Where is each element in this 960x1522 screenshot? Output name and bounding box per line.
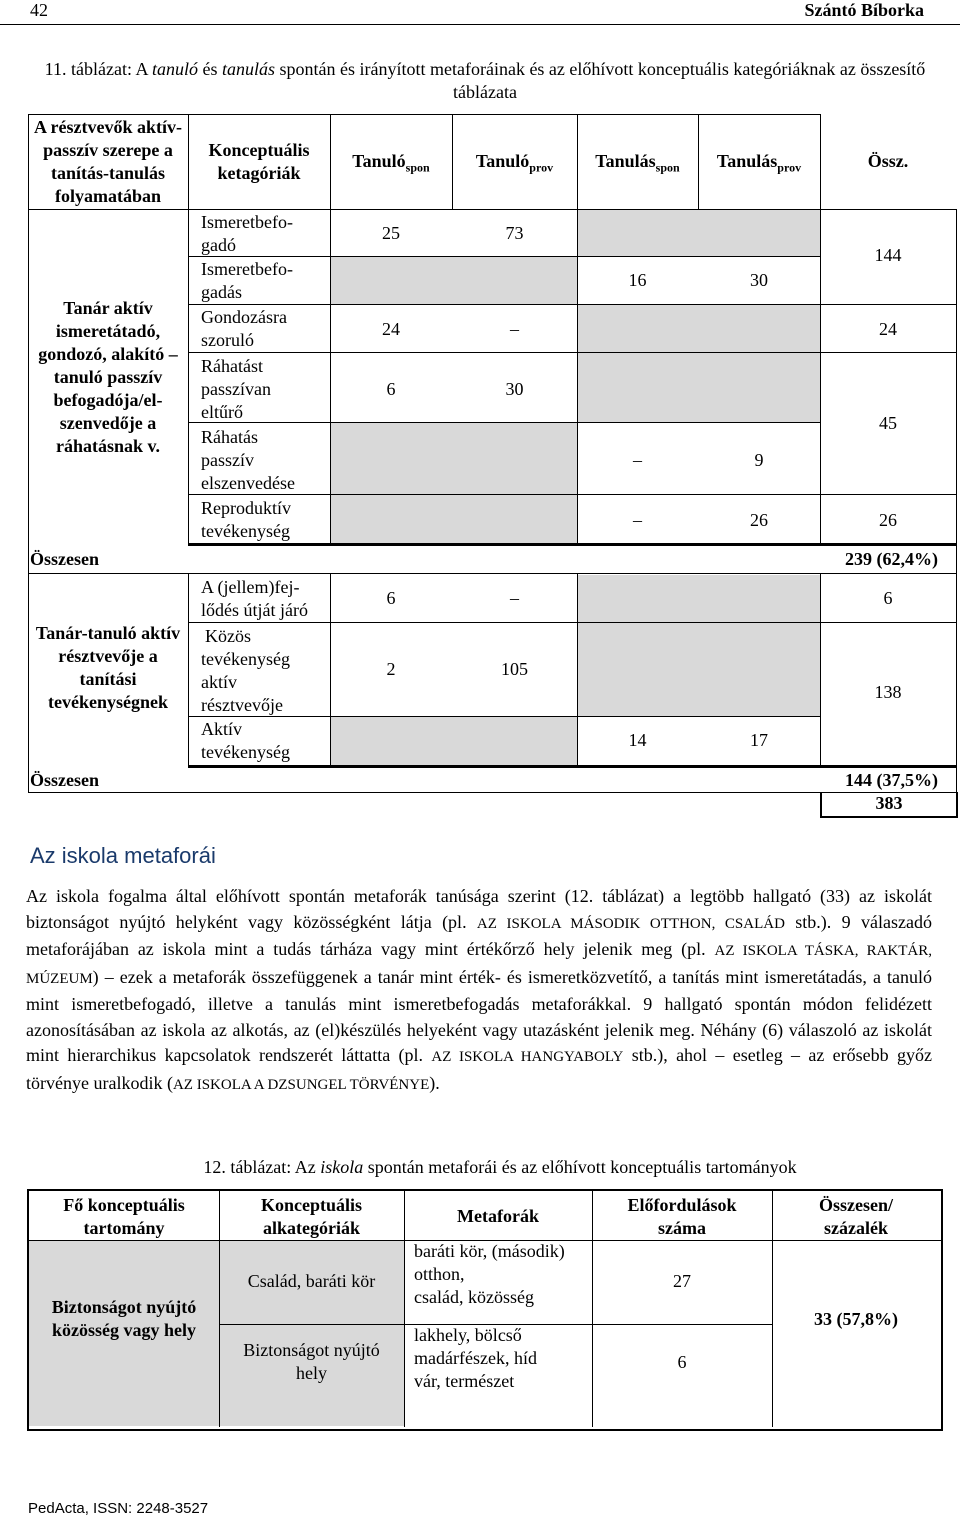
total-cell: 24 [879, 319, 897, 339]
header-tanulas-spon: Tanulás$_{spon}$ [595, 151, 680, 175]
value-cell: 17 [750, 730, 768, 750]
header-total: Össz. [867, 151, 909, 171]
body-paragraph: Az iskola fogalma által előhívott spontán metaforák tanúsága szerint (12. táblázat) a legtöbb hallgató (33) az iskolát biztonságot nyújtó helyként vagy közösségként látja (pl. AZ ISKOLA MÁSODIK OTTHON, CSALÁD stb.). 9 válaszadó metaforájában az iskola mint a tudás tárháza vagy mint értékőrző hely jelenik meg (pl. AZ ISKOLA TÁSKA, RAKTÁR, MÚZEUM) – ezek a metaforák összefüggenek a tanár mint érték- és ismeretközvetítő, a tanítás mint ismeretátadás, a tanuló mint ismeretbefogadó, illetve a tanulás mint ismeretbefogadás metaforákkal. 9 hallgató spontán módon felidézett azonosításában az iskola az alkotás, az (el)készülés helyeként vagy utazásként jelenik meg. Néhány (6) válaszoló az iskolát mint hierarchikus kapcsolatok rendszerét láttatta (pl. AZ ISKOLA HANGYABOLY stb.), ahol – esetleg – az erősebb győz törvénye uralkodik (AZ ISKOLA A DZSUNGEL TÖRVÉNYE). [26, 886, 932, 1093]
value-cell: 30 [750, 270, 768, 290]
t12-metaphors: baráti kör, (második) otthon, család, közösség [414, 1241, 565, 1307]
table-rule [956, 209, 957, 792]
gray-cell [578, 352, 820, 422]
total-cell: 6 [883, 588, 893, 608]
sum-value: 144 (37,5%) [845, 770, 938, 790]
table-rule [28, 573, 956, 574]
value-cell: – [633, 450, 642, 470]
t12-header-metaphors: Metaforák [457, 1206, 539, 1226]
value-cell: 9 [754, 450, 764, 470]
t12-header-sub: Konceptuális alkategóriák [260, 1195, 362, 1238]
value-cell: 2 [386, 659, 396, 679]
t12-sub-category: Biztonságot nyújtó hely [243, 1340, 380, 1383]
page-number: 42 [30, 0, 48, 20]
header-category: Konceptuális ketagóriák [208, 140, 310, 183]
t12-count: 27 [673, 1271, 691, 1291]
category-cell: Közös tevékenység aktív résztvevője [201, 626, 290, 715]
category-cell: Gondozásra szoruló [201, 307, 287, 350]
header-tanulo-spon: Tanuló$_{spon}$ [352, 151, 430, 175]
t12-total: 33 (57,8%) [814, 1309, 898, 1329]
table-rule [188, 622, 956, 623]
value-cell: 26 [750, 510, 768, 530]
t12-main-domain: Biztonságot nyújtó közösség vagy hely [51, 1297, 197, 1340]
total-cell: 45 [879, 413, 897, 433]
header-tanulas-prov: Tanulás$_{prov}$ [716, 151, 802, 175]
category-cell: Reproduktív tevékenység [201, 498, 291, 541]
category-cell: Ismeretbefo- gadás [201, 259, 293, 302]
sum-label: Összesen [30, 770, 99, 790]
value-cell: 14 [628, 730, 647, 750]
t12-header-main: Fő konceptuális tartomány [63, 1195, 185, 1238]
category-cell: Ráhatás passzív elszenvedése [201, 427, 295, 493]
table-rule [28, 792, 956, 793]
group2-role: Tanár-tanuló aktív résztvevője a tanítási tevékenységnek [35, 623, 181, 712]
value-cell: – [510, 319, 519, 339]
table-rule [28, 114, 821, 115]
group1-role: Tanár aktív ismeretátadó, gondozó, alakító – tanuló passzív befogadója/el- szenvedője a ráhatásnak v. [38, 298, 178, 456]
gray-cell [578, 575, 820, 622]
running-author: Szántó Bíborka [804, 0, 924, 20]
sum-label: Összesen [30, 549, 99, 569]
category-cell: Ismeretbefo- gadó [201, 212, 293, 255]
gray-cell [578, 304, 820, 352]
header-role: A résztvevők aktív- passzív szerepe a tanítás-tanulás folyamatában [34, 117, 182, 206]
value-cell: 73 [505, 223, 524, 243]
value-cell: 25 [382, 223, 400, 243]
table11-caption: 11. táblázat: A tanuló és tanulás spontán és irányított metaforáinak és az előhívott konceptuális kategóriáknak az összesítő táblázata [44, 59, 926, 102]
category-cell: A (jellem)fej- lődés útját járó [201, 577, 308, 620]
table-rule [188, 494, 956, 495]
table-rule [28, 209, 956, 210]
value-cell: 105 [501, 659, 528, 679]
grand-total: 383 [875, 793, 903, 813]
header-tanulo-prov: Tanuló$_{prov}$ [475, 151, 554, 175]
gray-cell [331, 422, 577, 494]
footer: PedActa, ISSN: 2248-3527 [28, 1500, 209, 1517]
t12-sub-category: Család, baráti kör [247, 1271, 376, 1291]
table-thick-rule [188, 543, 956, 546]
table-rule [188, 304, 956, 305]
table-rule [188, 352, 956, 353]
table-rule [188, 573, 189, 767]
gray-cell [578, 622, 820, 716]
t12-metaphors: lakhely, bölcső madárfészek, híd vár, természet [414, 1325, 537, 1391]
gray-cell [331, 256, 577, 304]
gray-cell [331, 716, 577, 766]
value-cell: 30 [505, 379, 524, 399]
table12-caption: 12. táblázat: Az iskola spontán metaforái és az előhívott konceptuális tartományok [203, 1157, 797, 1177]
value-cell: 24 [382, 319, 400, 339]
table-rule [188, 422, 820, 423]
grand-total-box [820, 792, 958, 818]
table-thick-rule [188, 765, 956, 768]
sum-value: 239 (62,4%) [845, 549, 938, 569]
t12-count: 6 [677, 1352, 687, 1372]
section-title: Az iskola metaforái [30, 843, 216, 868]
value-cell: 16 [628, 270, 647, 290]
value-cell: 6 [386, 588, 396, 608]
value-cell: 6 [386, 379, 396, 399]
t12-header-total: Összesen/ százalék [819, 1195, 893, 1238]
total-cell: 138 [874, 682, 902, 702]
total-cell: 144 [874, 245, 902, 265]
t12-header-count: Előfordulások száma [627, 1195, 737, 1238]
category-cell: Aktív tevékenység [201, 719, 290, 762]
gray-cell [578, 209, 820, 256]
total-cell: 26 [879, 510, 897, 530]
header-rule [0, 24, 960, 25]
category-cell: Ráhatást passzívan eltűrő [201, 356, 271, 422]
value-cell: – [633, 510, 642, 530]
gray-cell [331, 494, 577, 544]
value-cell: – [510, 588, 519, 608]
